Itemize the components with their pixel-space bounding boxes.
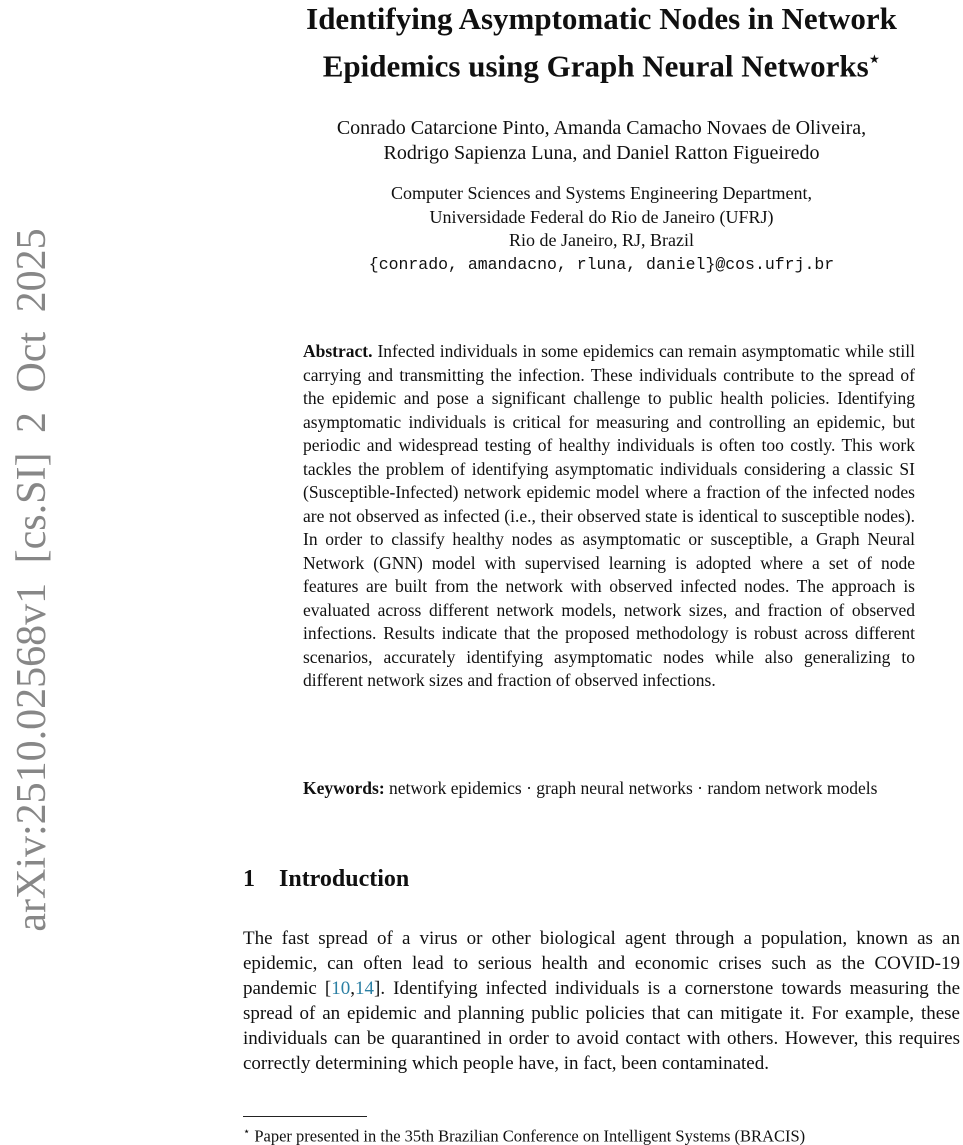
title-footnote-marker: ⋆: [868, 49, 881, 70]
introduction-paragraph: [243, 926, 960, 1077]
keywords-label: Keywords:: [303, 778, 385, 798]
affiliation-university: Universidade Federal do Rio de Janeiro (UFRJ): [429, 206, 774, 227]
footnote-marker: ⋆: [243, 1126, 251, 1138]
author-emails: {conrado, amandacno, rluna, daniel}@cos.ufrj.br: [368, 254, 835, 274]
section-heading-introduction: [243, 866, 960, 893]
intro-text-before-citation: The fast spread of a virus or other biological agent through a population, known as an epidemic, can often lead to serious health and economic crises such as the COVID-19 pandemic [: [243, 928, 960, 1000]
affiliation-block: [183, 182, 963, 276]
keywords-block: [303, 777, 915, 801]
section-number: 1: [243, 866, 255, 892]
affiliation-city: Rio de Janeiro, RJ, Brazil: [509, 230, 694, 250]
paper-title: [243, 0, 960, 86]
section-title: Introduction: [279, 866, 410, 892]
author-line1: Conrado Catarcione Pinto, Amanda Camacho Novaes de Oliveira,: [336, 117, 867, 139]
arxiv-watermark: arXiv:2510.02568v1 [cs.SI] 2 Oct 2025: [9, 228, 55, 932]
abstract-text: Infected individuals in some epidemics can remain asymptomatic while still carrying and transmitting the infection. These individuals contribute to the spread of the epidemic and pose a significant challenge to public health policies. Identifying asymptomatic individuals is critical for measuring and controlling an epidemic, but periodic and widespread testing of healthy individuals is often too costly. This work tackles the problem of identifying asymptomatic individuals considering a classic SI (Susceptible-Infected) network epidemic model where a fraction of the infected nodes are not observed as infected (i.e., their observed state is identical to susceptible nodes). In order to classify healthy nodes as asymptomatic or susceptible, a Graph Neural Network (GNN) model with supervised learning is adopted where a set of node features are built from the network with observed infected nodes. The approach is evaluated across different network models, network sizes, and fraction of observed infections. Results indicate that the proposed methodology is robust across different scenarios, accurately identifying asymptomatic nodes while also generalizing to different network sizes and fraction of observed infections.: [303, 341, 916, 690]
author-line2: Rodrigo Sapienza Luna, and Daniel Ratton Figueiredo: [383, 142, 820, 164]
paper-title-line1: Identifying Asymptomatic Nodes in Network: [306, 1, 897, 36]
author-list: [183, 116, 963, 166]
keywords-text: network epidemics · graph neural networks · random network models: [389, 778, 878, 798]
footnote-text: Paper presented in the 35th Brazilian Conference on Intelligent Systems (BRACIS): [250, 1126, 806, 1145]
citation-separator: ,: [350, 978, 356, 1000]
citation-link-14[interactable]: 14: [355, 978, 375, 1000]
citation-link-10[interactable]: 10: [331, 978, 351, 1000]
affiliation-department: Computer Sciences and Systems Engineering Department,: [391, 183, 812, 203]
title-footnote: [243, 1122, 963, 1145]
abstract-block: [303, 340, 915, 693]
footnote-rule: [243, 1116, 367, 1117]
paper-title-line2: Epidemics using Graph Neural Networks⋆: [322, 48, 881, 84]
intro-text-after-citation: ]. Identifying infected individuals is a cornerstone towards measuring the spread of an epidemic and planning public policies that can mitigate it. For example, these individuals can be quarantined in order to avoid contact with others. However, this requires correctly determining which people have, in fact, been contaminated.: [243, 978, 961, 1075]
abstract-label: Abstract.: [303, 341, 373, 361]
